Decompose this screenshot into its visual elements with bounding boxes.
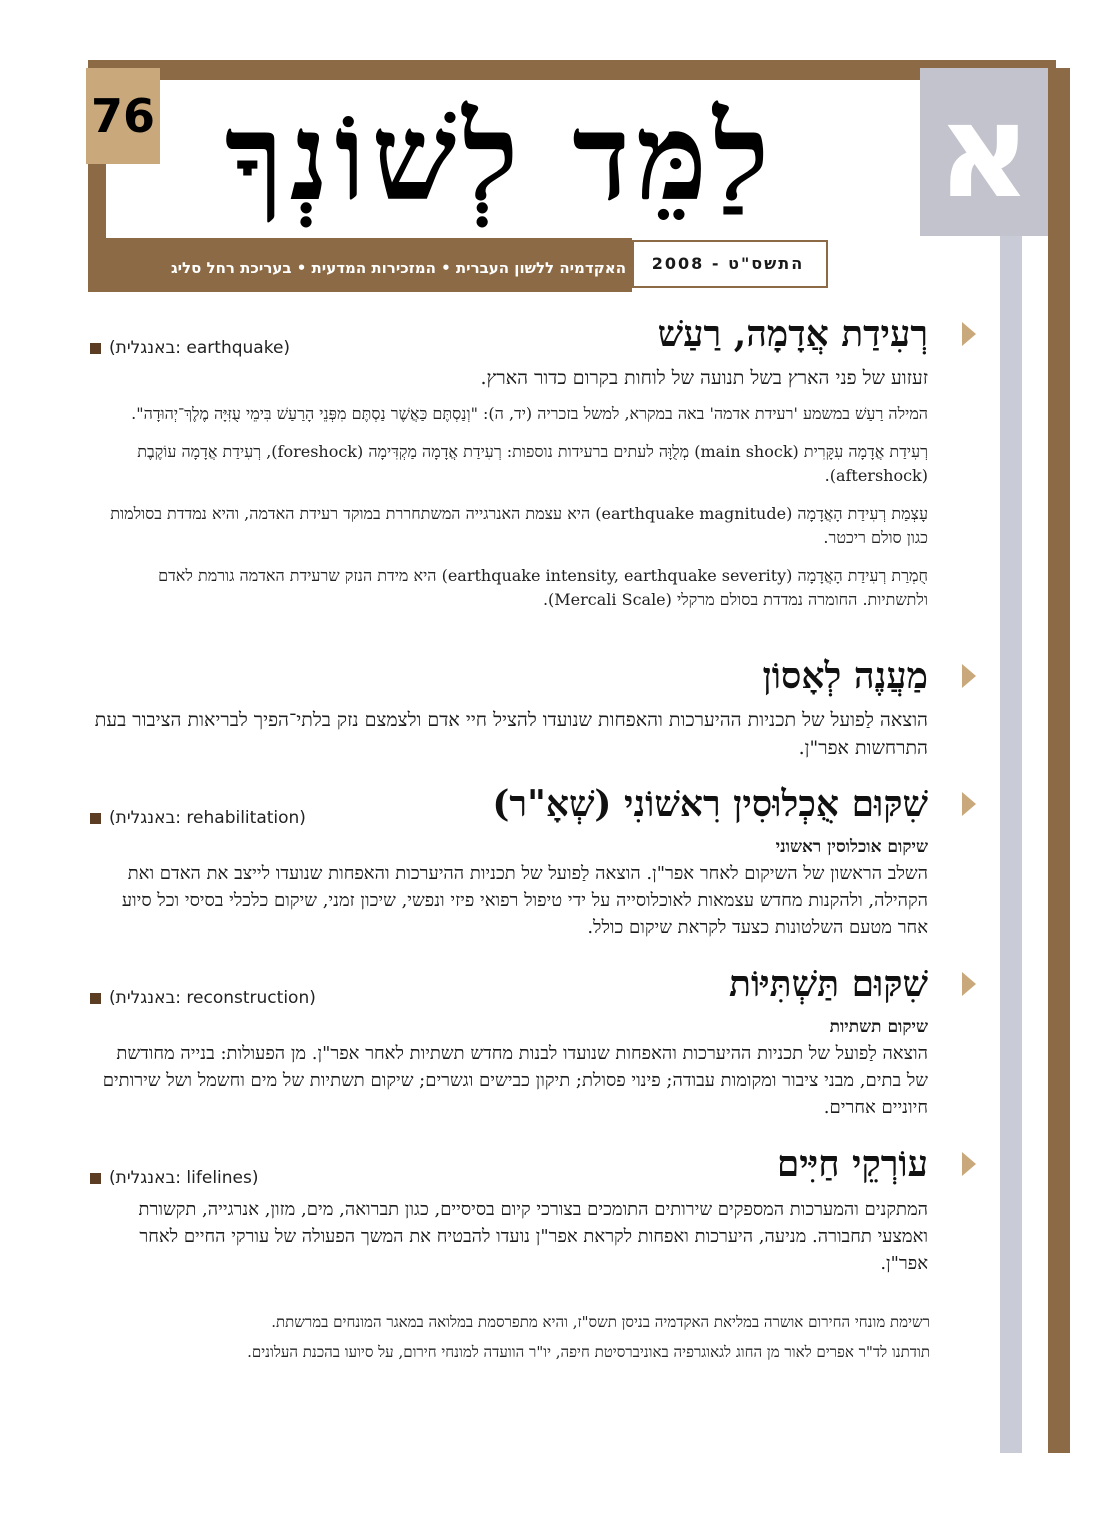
entry-note: רְעִידַת אֲדָמָה עִקָּרִית (main shock) מְלֻוָּה לעתים ברעידות נוספות: רְעִידַת אֲדָמָה מַקְדִּימָה (foreshock), רְעִידַת אֲדָמָה עוֹקֶבֶת (aftershock). — [137, 442, 928, 485]
entry-subhead: שיקום תשתיות — [829, 1017, 928, 1037]
academy-logo-icon: א — [936, 75, 1032, 227]
english-equivalent — [90, 988, 316, 1008]
english-label-text: (באנגלית: reconstruction) — [109, 988, 316, 1008]
entry-marker-icon — [962, 972, 976, 996]
entry-disaster-response — [90, 652, 928, 762]
entry-marker-icon — [962, 322, 976, 346]
square-bullet-icon — [90, 1173, 101, 1184]
entry-definition: זעזוע של פני הארץ בשל תנועה של לוחות בקרום כדור הארץ. — [480, 367, 928, 389]
entry-definition: הוצאה לַפועל של תכניות ההיערכות והאפחות שנועדו להציל חיי אדם ולצמצם נזק בלתי־הפיך לבריאות הציבור בעת התרחשות אפר"ן. — [94, 709, 928, 759]
gray-side-strip — [1000, 235, 1022, 1453]
english-equivalent — [90, 1168, 259, 1188]
entry-marker-icon — [962, 664, 976, 688]
masthead-title: לַמֵּד לְשׁוֹנְךָ — [224, 87, 776, 228]
english-label-text: (באנגלית: earthquake) — [109, 338, 291, 358]
entry-note: חֻמְרַת רְעִידַת הָאֲדָמָה (earthquake intensity, earthquake severity) היא מידת הנזק שרעידת האדמה גורמת לאדם ולתשתיות. החומרה נמדדת בסולם מרקלי (Mercali Scale). — [158, 566, 928, 609]
entry-definition: השלב הראשון של השיקום לאחר אפר"ן. הוצאה לַפועל של תכניות ההיערכות והאפחות שנועדו לייצב את האדם ואת הקהילה, ולהקנות מחדש עצמאות לאוכלוסייה על ידי טיפול רפואי פיזי ונפשי, שיכון זמני, שיקום כלכלי בסיסי וכל סיוע אחר מטעם השלטונות כצעד לקראת שיקום כולל. — [121, 863, 928, 938]
english-equivalent — [90, 338, 290, 358]
publication-year: התשס"ט - 2008 — [651, 254, 805, 273]
entry-note: המילה רַעַשׁ במשמע 'רעידת אדמה' באה במקרא, למשל בזכריה (יד, ה): "וְנַסְתֶּם כַּאֲשֶׁר נַסְתֶּם מִפְּנֵי הָרַעַשׁ בִּימֵי עֻזִּיָּה מֶלֶךְ־יְהוּדָה". — [131, 404, 928, 423]
english-label-text: (באנגלית: lifelines) — [109, 1168, 259, 1188]
entry-rehabilitation — [90, 780, 928, 941]
entry-term: עוֹרְקֵי חַיִּים — [776, 1143, 928, 1185]
header-top-bar — [88, 60, 1056, 80]
entry-term: שִׁקּוּם תַּשְׁתִּיּוֹת — [729, 963, 928, 1005]
entry-lifelines — [90, 1140, 928, 1277]
entry-earthquake — [90, 310, 928, 612]
right-border-bar — [1048, 68, 1070, 1453]
footer-note: רשימת מונחי החירום אושרה במליאת האקדמיה בניסן תשס"ז, והיא מתפרסמת במלואה במאגר המונחים במרשתת. — [271, 1313, 930, 1331]
square-bullet-icon — [90, 343, 101, 354]
entry-marker-icon — [962, 792, 976, 816]
issue-number: 76 — [86, 68, 160, 164]
publisher-line: האקדמיה ללשון העברית • המזכירות המדעית • בעריכת רחל סליג — [170, 259, 626, 277]
entry-marker-icon — [962, 1152, 976, 1176]
entry-definition: המתקנים והמערכות המספקים שירותים התומכים בצורכי קיום בסיסיים, כגון תברואה, מים, מזון, אנרגייה, תקשורת ואמצעי תחבורה. מניעה, היערכות ואפחות לקראת אפר"ן נועדו להבטיח את המשך הפעולה של עורקי החיים לאחר אפר"ן. — [138, 1199, 928, 1274]
english-equivalent — [90, 808, 306, 828]
square-bullet-icon — [90, 813, 101, 824]
entry-term: רְעִידַת אֲדָמָה, רַעַשׁ — [657, 313, 928, 355]
entry-definition: הוצאה לַפועל של תכניות ההיערכות והאפחות שנועדו לבנות מחדש תשתיות לאחר אפר"ן. מן הפעולות: בנייה מחודשת של בתים, מבני ציבור ומקומות עבודה; פינוי פסולת; תיקון כבישים וגשרים; שיקום תשתיות של מים וחשמל ושל שירותים חיוניים אחרים. — [102, 1043, 928, 1118]
english-label-text: (באנגלית: rehabilitation) — [109, 808, 306, 828]
footer-note: תודתנו לד"ר אפרים לאור מן החוג לגאוגרפיה באוניברסיטת חיפה, יו"ר הוועדה למונחי חירום, על סיועו בהכנת העלונים. — [247, 1343, 930, 1361]
square-bullet-icon — [90, 993, 101, 1004]
footer-notes — [96, 1310, 930, 1370]
entry-term: שִׁקּוּם אֻכְלוּסִין רִאשׁוֹנִי (שְׁאָ"ר) — [492, 783, 928, 825]
entry-note: עָצְמַת רְעִידַת הָאֲדָמָה (earthquake magnitude) היא עצמת האנרגייה המשתחררת במוקד רעידת האדמה, והיא נמדדת בסולמות כגון סולם ריכטר. — [110, 504, 928, 547]
entry-subhead: שיקום אוכלוסין ראשוני — [775, 837, 928, 857]
entry-term: מַעֲנֶה לְאָסוֹן — [762, 655, 928, 697]
entry-reconstruction — [90, 960, 928, 1121]
